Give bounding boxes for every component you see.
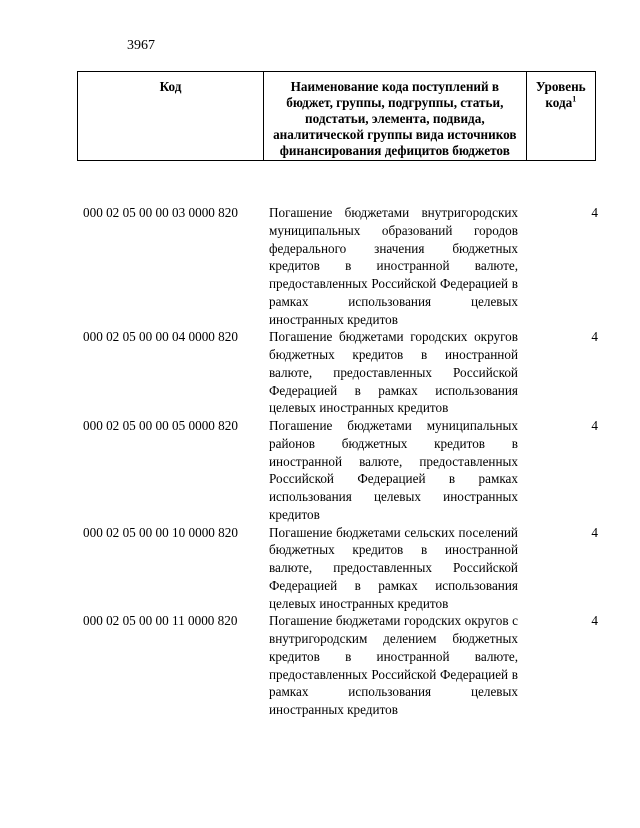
row-level: 4 [591, 329, 598, 345]
header-level [526, 72, 595, 161]
row-name: Погашение бюджетами городских округов с внутригородским делением бюджетных кредитов в иностранной валюте, предоставленных Российской Федерацией в рамках использования целевых иностранных кредитов [269, 613, 518, 717]
page-number: 3967 [127, 38, 155, 53]
row-code: 000 02 05 00 00 05 0000 820 [83, 418, 238, 433]
row-name: Погашение бюджетами внутригородских муниципальных образований городов федерального значения бюджетных кредитов в иностранной валюте, предоставленных Российской Федерацией в рамках использования целевых иностранных кредитов [269, 205, 518, 327]
table-row [80, 328, 632, 417]
table-row [80, 612, 632, 719]
table-body [80, 204, 632, 719]
row-level: 4 [591, 418, 598, 433]
row-level: 4 [591, 613, 598, 629]
table-row [80, 417, 632, 524]
header-row [78, 72, 596, 161]
row-code: 000 02 05 00 00 10 0000 820 [83, 524, 238, 540]
header-level-label: Уровень кода [535, 79, 586, 110]
table-row [80, 524, 632, 613]
row-name: Погашение бюджетами муниципальных районов бюджетных кредитов в иностранной валюте, предоставленных Российской Федерацией в рамках использования целевых иностранных кредитов [269, 418, 518, 522]
row-code: 000 02 05 00 00 04 0000 820 [83, 329, 238, 345]
row-name: Погашение бюджетами сельских поселений бюджетных кредитов в иностранной валюте, предоставленных Российской Федерацией в рамках использования целевых иностранных кредитов [269, 524, 518, 611]
row-level: 4 [591, 205, 598, 220]
row-code: 000 02 05 00 00 03 0000 820 [83, 205, 238, 220]
table-header [77, 71, 596, 161]
table-row [80, 204, 632, 328]
row-level: 4 [591, 524, 598, 540]
row-name: Погашение бюджетами городских округов бюджетных кредитов в иностранной валюте, предоставленных Российской Федерацией в рамках использования целевых иностранных кредитов [269, 329, 518, 416]
footnote-marker: 1 [572, 94, 577, 104]
header-name: Наименование кода поступлений в бюджет, группы, подгруппы, статьи, подстатьи, элемента, подвида, аналитической группы вида источников финансирования дефицитов бюджетов [264, 72, 527, 161]
row-code: 000 02 05 00 00 11 0000 820 [83, 613, 238, 629]
header-code: Код [78, 72, 264, 161]
